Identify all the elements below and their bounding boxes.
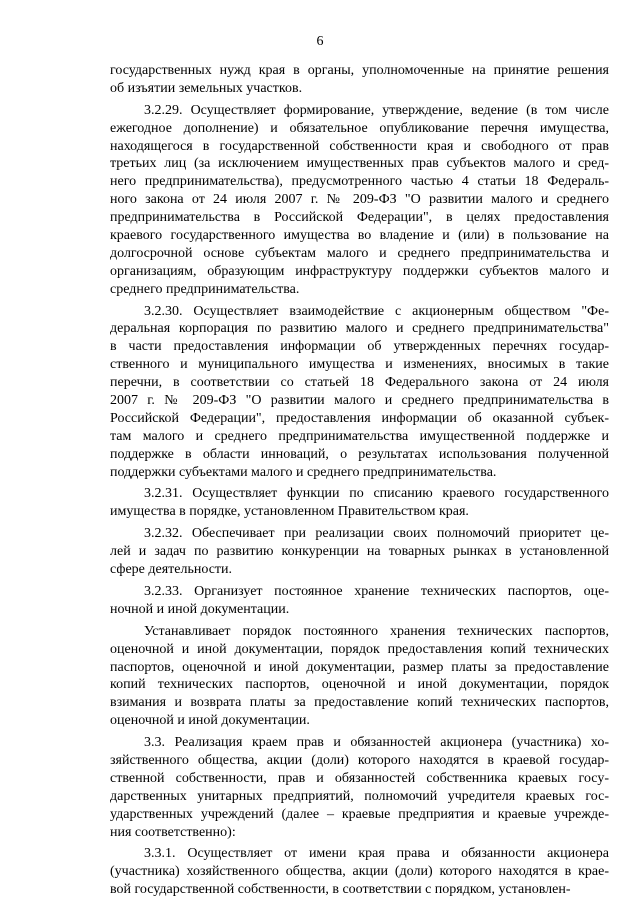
text-line: 3.2.31. Осуществляет функции по списанию краевого государственного [144,486,609,502]
text-line: там малого и среднего предпринимательства имущественной поддержке и [110,428,609,444]
text-line: сфере деятельности. [110,562,233,578]
text-line: 3.2.29. Осуществляет формирование, утверждение, ведение (в том числе [144,102,609,118]
text-line: паспортов, оценочной и иной документации, размер платы за предоставление [110,659,609,675]
text-line: взимания и возврата платы за предоставление копий технических паспортов, [110,695,609,711]
text-line: зяйственного общества, акции (доли) которого находятся в краевой государ- [110,752,609,768]
paragraph [110,845,609,899]
page-number: 6 [316,34,324,49]
text-line: 2007 г. № 209-ФЗ "О развитии малого и среднего предпринимательства в [110,393,609,409]
text-line: вой государственной собственности, в соответствии с порядком, установлен- [110,882,571,898]
text-line: 3.3. Реализация краем прав и обязанностей акционера (участника) хо- [144,735,609,751]
text-line: копий технических паспортов, оценочной и иной документации, порядок [110,677,609,693]
text-line: оценочной и иной документации. [110,713,310,729]
text-line: краевого государственного имущества во владение и (или) в пользование на [110,228,609,244]
text-line: Российской Федерации", предоставления информации об оказанной субъек- [110,410,609,426]
paragraph [110,623,609,730]
text-line: государственных нужд края в органы, уполномоченные на принятие решения [110,63,609,78]
text-line: организациям, образующим инфраструктуру поддержки субъектов малого и [110,263,609,279]
paragraph [110,734,609,841]
text-line: ночной и иной документации. [110,601,290,617]
text-line: (участника) хозяйственного общества, акции (доли) которого находятся в крае- [110,864,609,880]
text-line: 3.2.30. Осуществляет взаимодействие с акционерным обществом "Фе- [144,303,609,319]
paragraph [110,303,609,482]
text-line: поддержки субъектами малого и среднего предпринимательства. [110,464,497,480]
text-line: об изъятии земельных участков. [110,80,303,96]
text-line: третьих лиц (за исключением имущественных прав субъектов малого и сред- [110,156,609,172]
text-line: дарственных унитарных предприятий, полномочий учредителя краевых гос- [110,788,609,804]
document-body [110,62,609,899]
text-line: ударственных учреждений (далее – краевые предприятия и краевые учрежде- [110,806,609,822]
text-line: оценочной и иной документации, порядок предоставления копий технических [110,641,609,657]
text-line: деральная корпорация по развитию малого и среднего предпринимательства" [110,321,609,337]
text-line: находящегося в государственной собственности края и свободного от прав [110,138,609,154]
text-line: ственного и муниципального имущества и изменениях, вносимых в такие [110,357,609,373]
text-line: 3.2.33. Организует постоянное хранение технических паспортов, оце- [144,583,609,599]
text-line: перечни, в соответствии со статьей 18 Федерального закона от 24 июля [110,375,609,391]
text-line: ственной собственности, прав и обязанностей собственника краевых госу- [110,770,609,786]
text-line: предпринимательства в Российской Федерации", в целях предоставления [110,210,609,226]
text-line: 3.3.1. Осуществляет от имени края права и обязанности акционера [144,846,609,862]
text-line: ежегодное дополнение) и обязательное опубликование перечня имущества, [110,120,609,136]
paragraph [110,102,609,299]
paragraph [110,62,609,98]
text-line: среднего предпринимательства. [110,281,300,297]
text-line: ния соответственно): [110,824,236,840]
text-line: лей и задач по развитию конкуренции на товарных рынках в установленной [110,544,609,560]
text-line: 3.2.32. Обеспечивает при реализации своих полномочий приоритет це- [144,526,609,542]
text-line: в части предоставления информации об утвержденных перечнях государ- [110,339,609,355]
text-line: имущества в порядке, установленном Правительством края. [110,504,469,520]
text-line: ного закона от 24 июля 2007 г. № 209-ФЗ "О развитии малого и среднего [110,192,609,208]
text-line: него предпринимательства), предусмотренного частью 4 статьи 18 Федераль- [110,174,609,190]
paragraph [110,525,609,579]
paragraph [110,485,609,521]
text-line: Устанавливает порядок постоянного хранения технических паспортов, [144,623,609,639]
text-line: поддержке в области инноваций, о результатах использования полученной [110,446,609,462]
paragraph [110,583,609,619]
text-line: долгосрочной основе субъектам малого и среднего предпринимательства и [110,245,609,261]
